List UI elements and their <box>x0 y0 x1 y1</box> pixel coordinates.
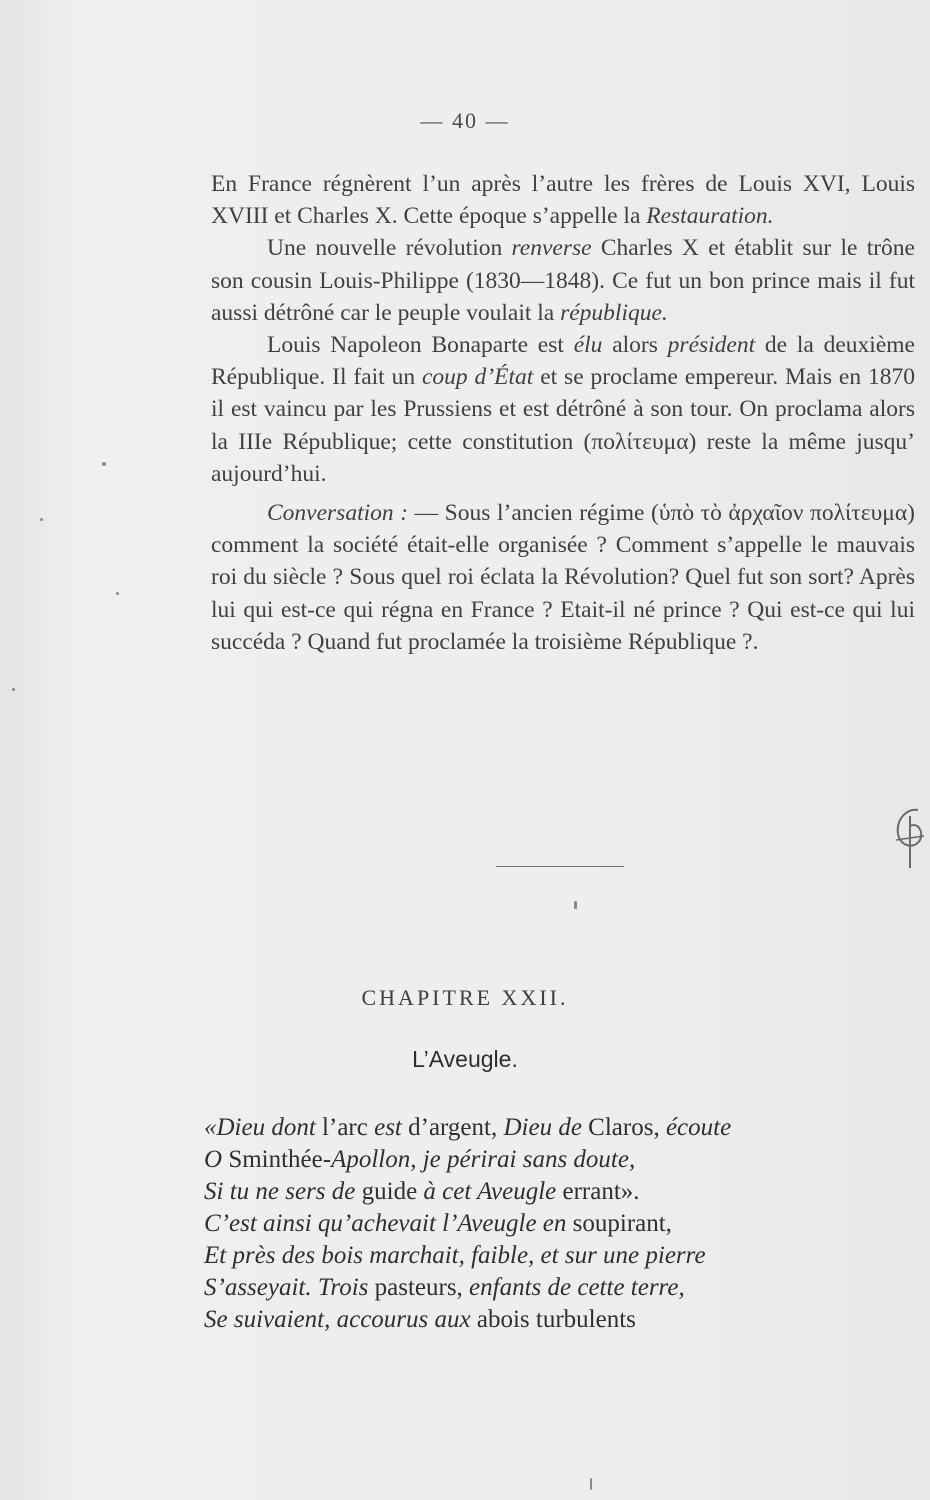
poem-line <box>204 1272 904 1304</box>
poem-line <box>204 1304 904 1336</box>
text-span: de la deuxième République. Il fait un <box>211 332 915 391</box>
text-span-italic: coup d’État <box>421 364 534 391</box>
paper-speck <box>40 518 43 521</box>
poem-span-italic: C’est ainsi qu’achevait l’Aveugle en <box>204 1210 573 1237</box>
paragraph-louis-philippe <box>211 232 915 329</box>
poem-span: l’arc <box>322 1114 375 1141</box>
poem <box>204 1112 904 1336</box>
poem-span-italic: Si tu ne sers de <box>204 1178 362 1205</box>
paper-speck <box>116 592 119 595</box>
text-span-italic: renverse <box>511 235 592 262</box>
poem-span-italic: Dieu de <box>503 1114 589 1141</box>
poem-span: d’argent, <box>408 1114 504 1141</box>
text-span: Louis Napoleon Bonaparte est <box>267 332 574 359</box>
text-span: Une nouvelle révolution <box>267 235 512 262</box>
text-span-italic: élu <box>573 332 603 359</box>
poem-span-italic: «Dieu dont <box>204 1114 323 1141</box>
poem-line <box>204 1144 904 1176</box>
poem-line <box>204 1176 904 1208</box>
text-span-italic: république. <box>560 299 668 326</box>
chapter-title: L’Aveugle. <box>412 1046 518 1072</box>
paragraph-conversation <box>211 497 915 658</box>
poem-line <box>204 1208 904 1240</box>
poem-span-italic: écoute <box>665 1114 732 1141</box>
paper-speck <box>590 1478 592 1490</box>
poem-line <box>204 1240 904 1272</box>
paper-speck <box>574 901 577 909</box>
poem-span: errant». <box>562 1178 640 1205</box>
poem-span-italic: à cet Aveugle <box>423 1178 563 1205</box>
poem-span: guide <box>361 1178 424 1205</box>
text-span-italic: président <box>667 332 756 359</box>
text-span-italic: Restauration. <box>646 203 774 230</box>
text-span: En France régnèrent l’un après l’autre les frères de Louis XVI, Louis XVIII et Charles X. Cette époque s’appelle la <box>211 171 915 230</box>
conversation-label: Conversation : <box>267 500 409 527</box>
text-span: alors <box>602 332 668 359</box>
paragraph-napoleon <box>211 329 915 490</box>
poem-span-italic: Et près des bois marchait, faible, et sur une pierre <box>204 1242 706 1269</box>
poem-span-italic: est <box>374 1114 409 1141</box>
section-divider <box>496 866 624 867</box>
poem-line <box>204 1112 904 1144</box>
poem-span-italic: O <box>204 1146 229 1173</box>
paragraph-restauration <box>211 168 915 232</box>
text-span: Charles X et établit sur le trône son cousin Louis-Philippe (1830—1848). Ce fut un bon prince mais il fut aussi détrôné car le peuple voulait la <box>211 235 915 326</box>
text-span: — Sous l’ancien régime (ὑπὸ τὸ ἀρχαῖον πολίτευμα) comment la société était-elle organisée ? Comment s’appelle le mauvais roi du siècle ? Sous quel roi éclata la Révolution? Quel fut son sort? Après lui qui est-ce qui régna en France ? Etait-il né prince ? Qui est-ce qui lui succéda ? Quand fut proclamée la troisième République ?. <box>211 500 915 655</box>
poem-span-italic: Se suivaient, accourus aux <box>204 1306 477 1333</box>
poem-span-italic: Apollon, je périrai sans doute, <box>331 1146 636 1173</box>
poem-span: abois turbulents <box>476 1306 636 1333</box>
handwritten-margin-mark-icon <box>888 806 928 870</box>
page-number: — 40 — <box>420 108 510 133</box>
chapter-heading: CHAPITRE XXII. <box>361 985 569 1010</box>
poem-span: pasteurs, <box>374 1274 470 1301</box>
text-span: et se proclame empereur. Mais en 1870 il est vaincu par les Prussiens et est détrôné à son tour. On proclama alors la IIIe République; cette constitution (πολίτευμα) reste la même jusqu’ aujourd’hui. <box>211 364 915 487</box>
paper-speck <box>102 462 106 466</box>
poem-span: soupirant, <box>572 1210 672 1237</box>
paper-speck <box>12 688 15 691</box>
poem-span-italic: S’asseyait. Trois <box>204 1274 375 1301</box>
body-text <box>211 168 915 658</box>
poem-span: Claros, <box>588 1114 666 1141</box>
poem-span-italic: enfants de cette terre, <box>469 1274 685 1301</box>
poem-span: Sminthée- <box>228 1146 332 1173</box>
